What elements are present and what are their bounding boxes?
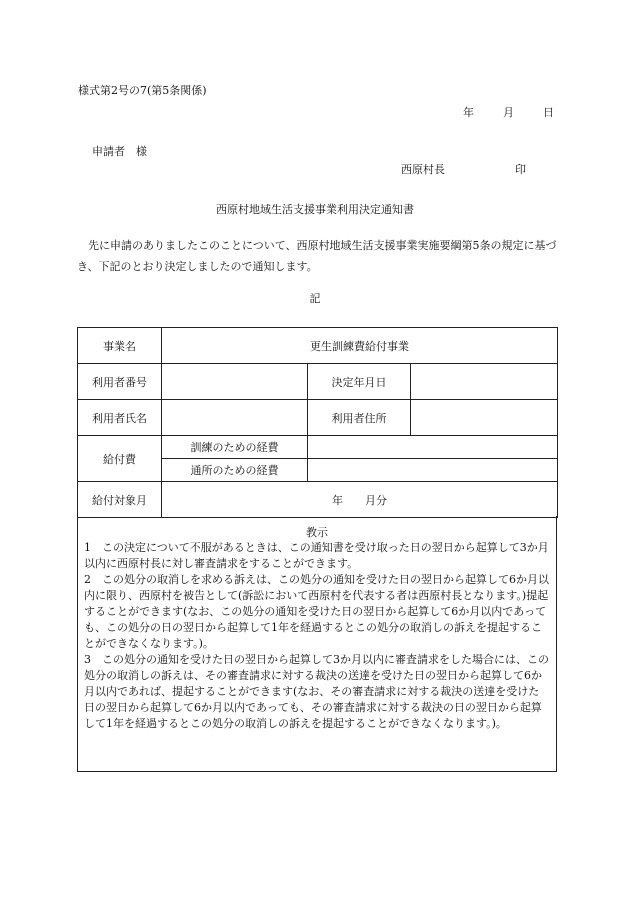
date-month: 月 bbox=[503, 106, 514, 119]
date-year: 年 bbox=[463, 106, 474, 119]
commute-cost-label: 通所のための経費 bbox=[162, 459, 308, 482]
issuer bbox=[401, 161, 526, 177]
training-cost-value bbox=[308, 436, 558, 459]
date-day: 日 bbox=[543, 106, 554, 119]
notice-item-1: 1 この決定について不服があるときは、この通知書を受け取った日の翌日から起算して3か月以内に西原村長に対し審査請求をすることができます。 bbox=[84, 541, 549, 570]
row-user-number bbox=[78, 364, 558, 400]
user-name-value bbox=[162, 400, 308, 436]
notice-item-3: 3 この処分の通知を受けた日の翌日から起算して3か月以内に審査請求をした場合には、この処分の取消しの訴えは、その審査請求に対する裁決の送達を受けた日の翌日から起算して6か月以内であれば、提起することができます(なお、その審査請求に対する裁決の送達を受けた日の翌日から起算して6か月以内であっても、その審査請求に対する裁決の日の翌日から起算して1年を経過するとこの処分の取消しの訴えを提起することができなくなります。)。 bbox=[84, 653, 549, 730]
training-cost-label: 訓練のための経費 bbox=[162, 436, 308, 459]
date-line bbox=[463, 104, 554, 120]
ki-heading: 記 bbox=[309, 292, 321, 305]
notice-title: 教示 bbox=[306, 526, 328, 539]
target-month-value: 年 月分 bbox=[162, 482, 558, 518]
form-number: 様式第2号の7(第5条関係) bbox=[78, 84, 207, 97]
row-project bbox=[78, 328, 558, 364]
commute-cost-value bbox=[308, 459, 558, 482]
issuer-name: 西原村長 bbox=[401, 163, 445, 176]
user-number-value bbox=[162, 364, 308, 400]
benefit-label: 給付費 bbox=[78, 436, 162, 482]
decision-date-value bbox=[411, 364, 558, 400]
decision-table bbox=[77, 327, 558, 518]
row-training-cost bbox=[78, 436, 558, 459]
recipient: 申請者 様 bbox=[92, 145, 147, 158]
decision-date-label: 決定年月日 bbox=[308, 364, 411, 400]
target-month-label: 給付対象月 bbox=[78, 482, 162, 518]
seal-mark: 印 bbox=[515, 163, 526, 176]
user-address-label: 利用者住所 bbox=[308, 400, 411, 436]
project-value: 更生訓練費給付事業 bbox=[162, 328, 558, 364]
row-user-name bbox=[78, 400, 558, 436]
body-text: 先に申請のありましたこのことについて、西原村地域生活支援事業実施要綱第5条の規定に基づき、下記のとおり決定しましたので通知します。 bbox=[77, 239, 557, 273]
user-address-value bbox=[411, 400, 558, 436]
project-label: 事業名 bbox=[78, 328, 162, 364]
notice-item-2: 2 この処分の取消しを求める訴えは、この処分の通知を受けた日の翌日から起算して6か月以内に限り、西原村を被告として(訴訟において西原村を代表する者は西原村長となります。)提起することができます(なお、この処分の通知を受けた日の翌日から起算して6か月以内であっても、この処分の日の翌日から起算して1年を経過するとこの処分の取消しの訴えを提起することができなくなります。)。 bbox=[84, 573, 549, 650]
row-target-month bbox=[78, 482, 558, 518]
user-number-label: 利用者番号 bbox=[78, 364, 162, 400]
notice-box bbox=[77, 516, 557, 772]
user-name-label: 利用者氏名 bbox=[78, 400, 162, 436]
document-title: 西原村地域生活支援事業利用決定通知書 bbox=[216, 203, 414, 216]
